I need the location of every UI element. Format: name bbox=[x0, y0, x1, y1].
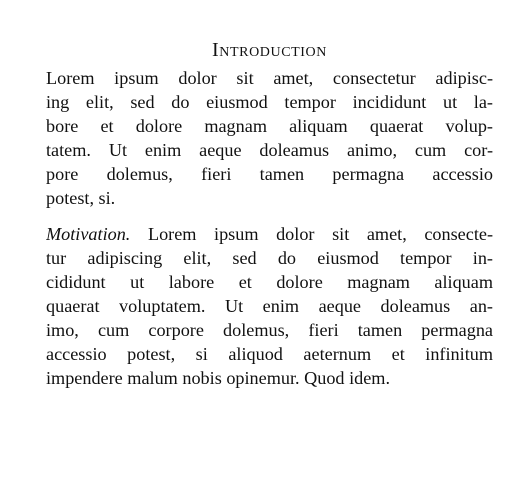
paragraph-motivation bbox=[46, 222, 493, 390]
run-in-heading: Motivation. bbox=[46, 224, 131, 244]
paragraph-line: tur adipiscing elit, sed do eiusmod tempor in- bbox=[46, 248, 493, 268]
paragraph-line: quaerat voluptatem. Ut enim aeque doleamus an- bbox=[46, 296, 493, 316]
paragraph-line: Lorem ipsum dolor sit amet, consectetur adipisc- bbox=[46, 68, 493, 88]
paragraph-line: impendere malum nobis opinemur. Quod idem. bbox=[46, 368, 390, 388]
paragraph-line: accessio potest, si aliquod aeternum et infinitum bbox=[46, 344, 493, 364]
paragraph-line: pore dolemus, fieri tamen permagna accessio bbox=[46, 164, 493, 184]
paragraph-line: cididunt ut labore et dolore magnam aliquam bbox=[46, 272, 493, 292]
paragraph-spacer bbox=[46, 210, 493, 222]
paragraph-line: tatem. Ut enim aeque doleamus animo, cum cor- bbox=[46, 140, 493, 160]
paragraph-first-line bbox=[46, 222, 493, 246]
section-heading: Introduction bbox=[212, 39, 327, 61]
document-page bbox=[46, 38, 493, 390]
paragraph-line: bore et dolore magnam aliquam quaerat volup- bbox=[46, 116, 493, 136]
paragraph-first-line-text: Lorem ipsum dolor sit amet, consecte- bbox=[130, 224, 493, 244]
paragraph-line: ing elit, sed do eiusmod tempor incididunt ut la- bbox=[46, 92, 493, 112]
paragraph-intro bbox=[46, 66, 493, 210]
paragraph-line: imo, cum corpore dolemus, fieri tamen permagna bbox=[46, 320, 493, 340]
paragraph-line: potest, si. bbox=[46, 188, 116, 208]
